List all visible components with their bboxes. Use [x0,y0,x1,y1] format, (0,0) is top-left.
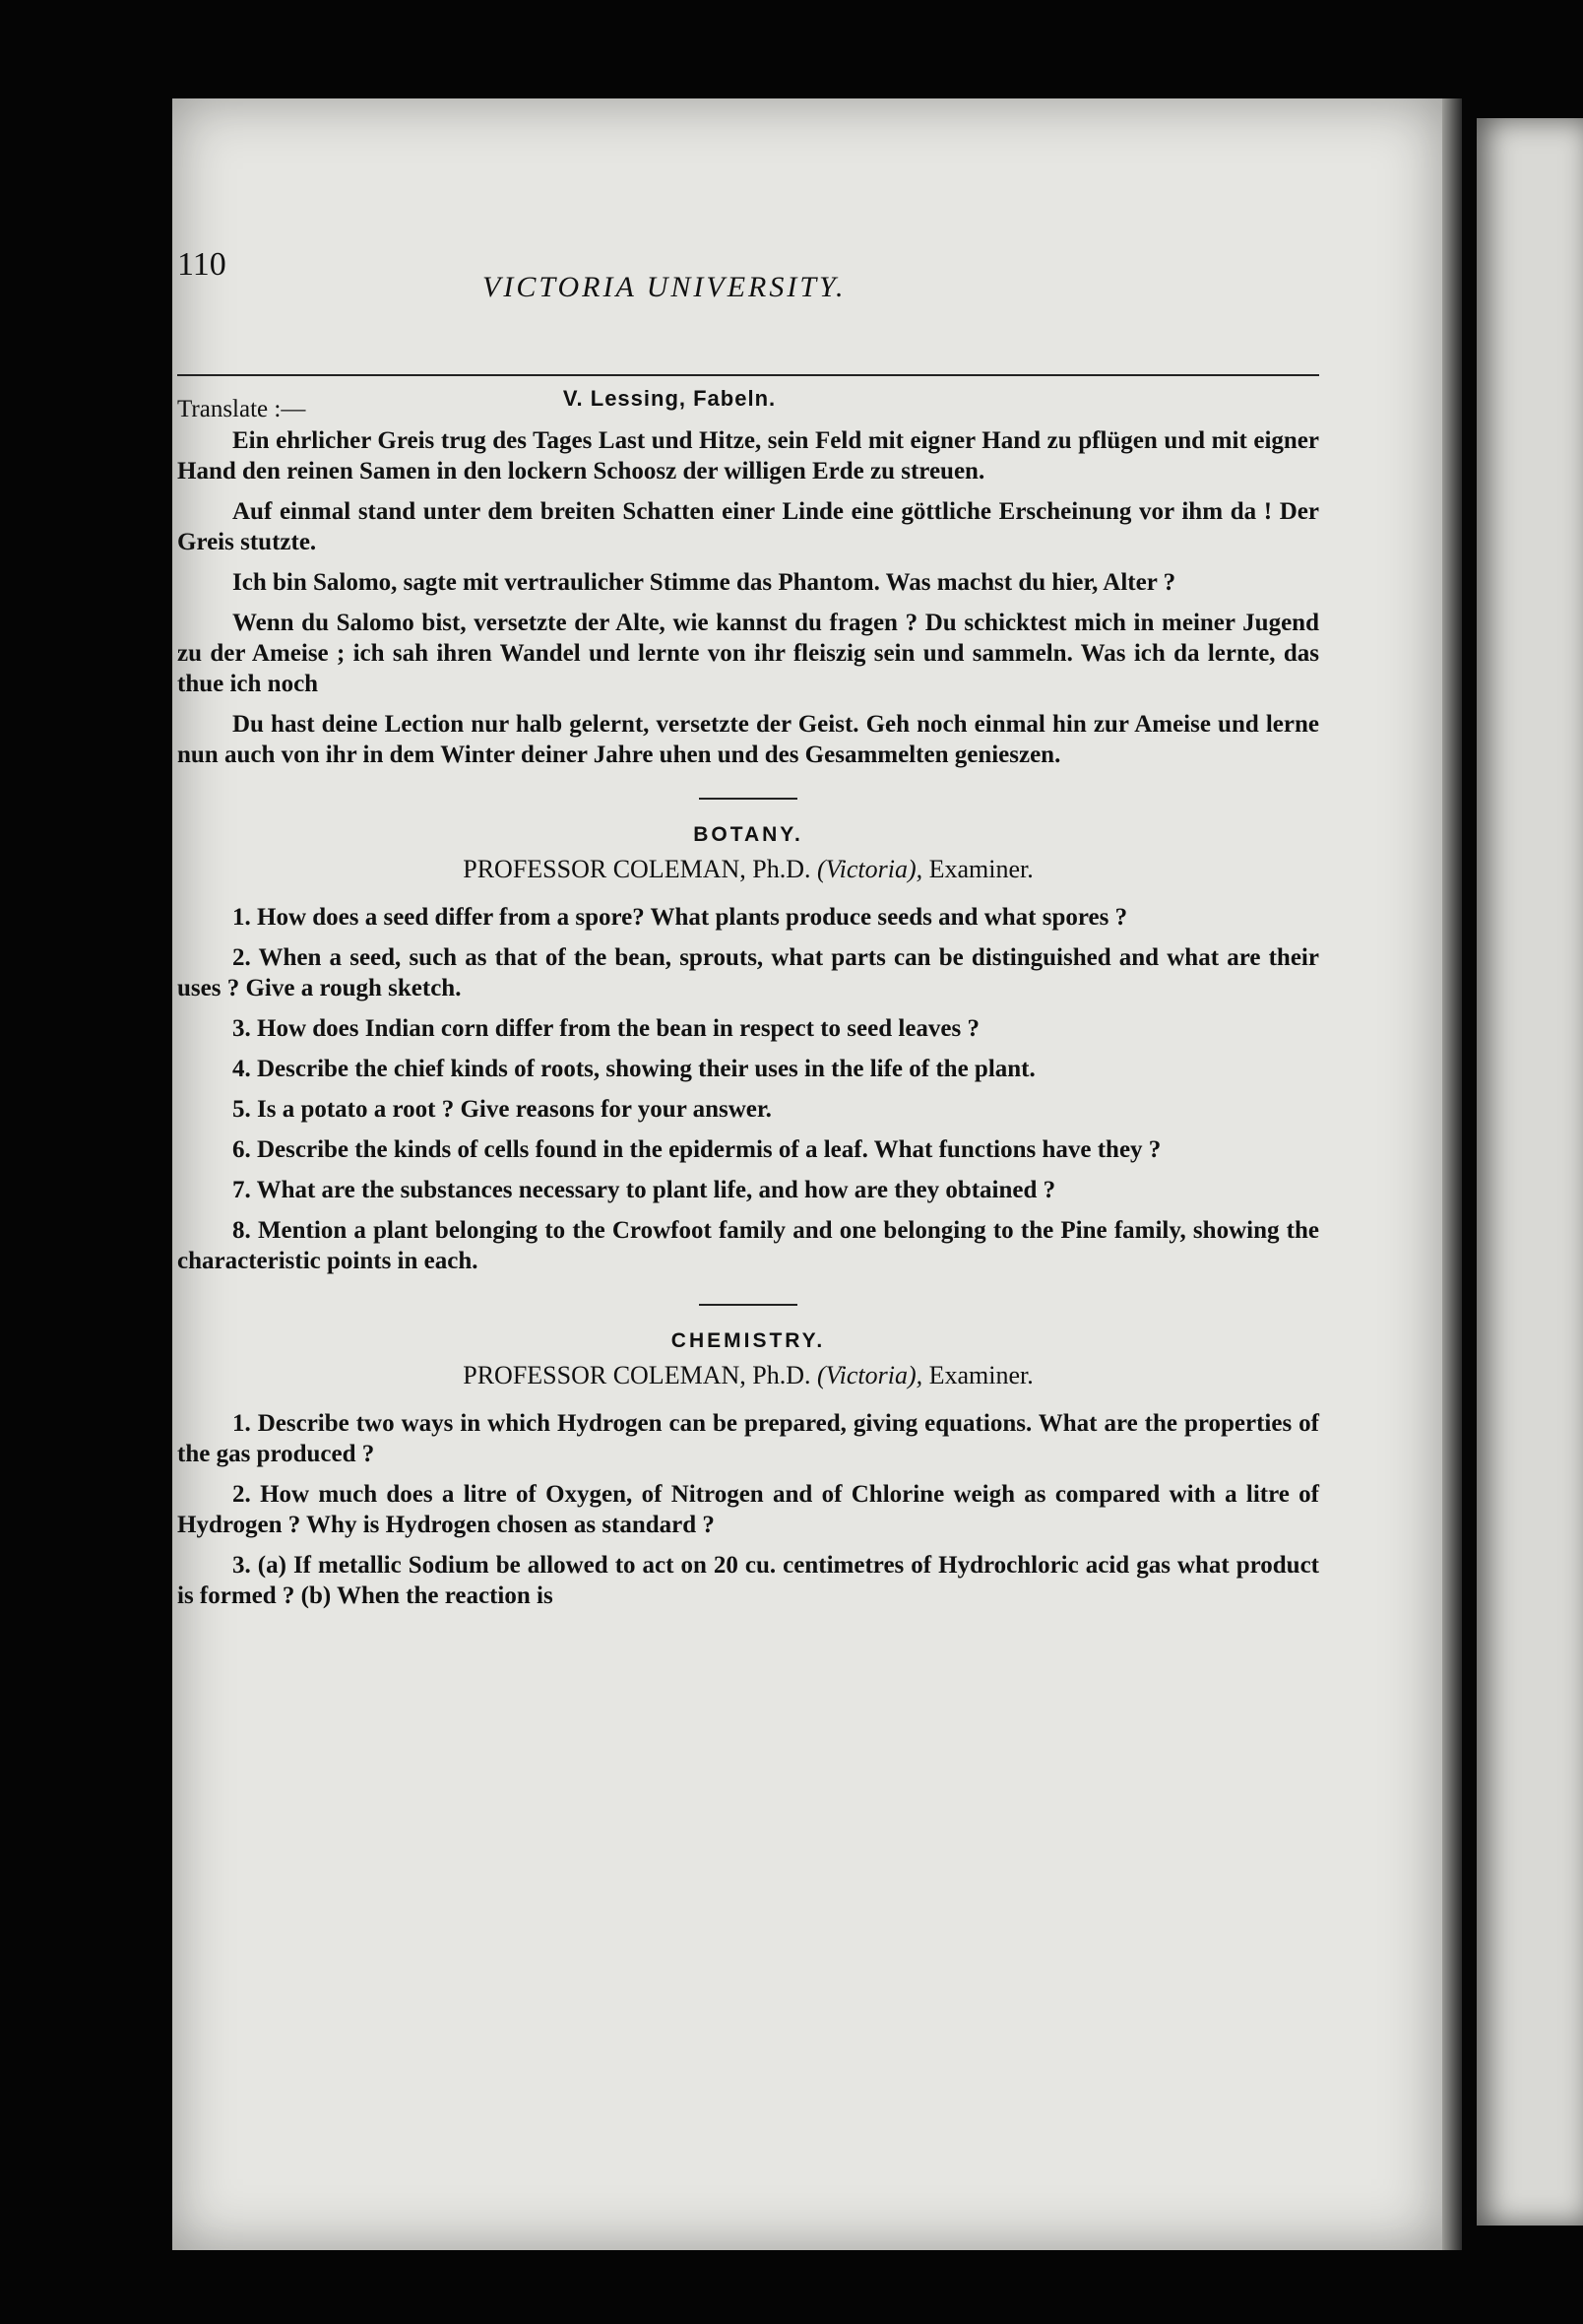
question-item: 1. Describe two ways in which Hydrogen can be prepared, giving equations. What are the properties of the gas produced ? [177,1410,1320,1467]
question-item: 2. How much does a litre of Oxygen, of Nitrogen and of Chlorine weigh as compared with a litre of Hydrogen ? Why is Hydrogen chosen as standard ? [177,1481,1320,1538]
examiner-line [177,1361,1319,1390]
section-title: CHEMISTRY. [670,1329,826,1352]
passage-paragraph: Ich bin Salomo, sagte mit vertraulicher Stimme das Phantom. Was machst du hier, Alter ? [232,569,1176,596]
botany-section [177,823,1319,1276]
examiner-institution: (Victoria), [817,855,923,883]
section-divider [699,798,797,800]
lessing-heading: V. Lessing, Fabeln. [562,386,777,411]
question-item: 3. How does Indian corn differ from the bean in respect to seed leaves ? [232,1015,980,1042]
question-item: 6. Describe the kinds of cells found in the epidermis of a leaf. What functions have they ? [232,1136,1162,1163]
question-item: 4. Describe the chief kinds of roots, showing their uses in the life of the plant. [232,1056,1036,1082]
examiner-name: PROFESSOR COLEMAN, [463,855,746,883]
examiner-role: Examiner. [928,1361,1034,1389]
head-rule [177,374,1319,376]
question-item: 2. When a seed, such as that of the bean, sprouts, what parts can be distinguished and what are their uses ? Give a rough sketch. [177,944,1319,1001]
chemistry-section [177,1329,1319,1611]
page-spine [1442,98,1462,2250]
page-number: 110 [177,246,226,283]
question-list [177,1408,1319,1611]
passage-paragraph: Auf einmal stand unter dem breiten Schatten einer Linde eine göttliche Erscheinung vor ihm da ! Der Greis stutzte. [177,498,1319,555]
lessing-heading-row [177,386,1319,425]
facing-page-edge [1477,118,1583,2226]
section-title: BOTANY. [693,823,803,846]
lessing-passage [177,425,1319,770]
question-item: 1. How does a seed differ from a spore? What plants produce seeds and what spores ? [232,904,1128,931]
examiner-line [177,855,1319,884]
passage-paragraph: Du hast deine Lection nur halb gelernt, versetzte der Geist. Geh noch einmal hin zur Ameise und lerne nun auch von ihr in dem Winter deiner Jahre uhen und des Gesammelten genieszen. [177,711,1319,768]
examiner-institution: (Victoria), [817,1361,923,1389]
passage-paragraph: Ein ehrlicher Greis trug des Tages Last und Hitze, sein Feld mit eigner Hand zu pflügen und mit eigner Hand den reinen Samen in den lockern Schoosz der willigen Erde zu streuen. [177,427,1319,484]
question-item: 5. Is a potato a root ? Give reasons for your answer. [232,1096,772,1123]
examiner-name: PROFESSOR COLEMAN, [463,1361,746,1389]
section-divider [699,1304,797,1306]
question-item: 3. (a) If metallic Sodium be allowed to act on 20 cu. centimetres of Hydrochloric acid gas what product is formed ? (b) When the reaction is [177,1552,1320,1609]
question-list [177,902,1319,1276]
question-item: 8. Mention a plant belonging to the Crowfoot family and one belonging to the Pine family, showing the characteristic points in each. [177,1217,1319,1274]
examiner-degree: Ph.D. [752,1361,811,1389]
examiner-degree: Ph.D. [752,855,811,883]
translate-instruction: Translate :— [177,396,306,422]
passage-paragraph: Wenn du Salomo bist, versetzte der Alte, wie kannst du fragen ? Du schicktest mich in meiner Jugend zu der Ameise ; ich sah ihren Wandel und lernte von ihr fleiszig sein und sammeln. Was ich da lernte, das thue ich noch [177,610,1319,697]
running-title: VICTORIA UNIVERSITY. [482,271,847,303]
examiner-role: Examiner. [928,855,1034,883]
page-content [177,148,1319,1621]
running-head [177,148,1319,384]
question-item: 7. What are the substances necessary to plant life, and how are they obtained ? [232,1177,1056,1203]
